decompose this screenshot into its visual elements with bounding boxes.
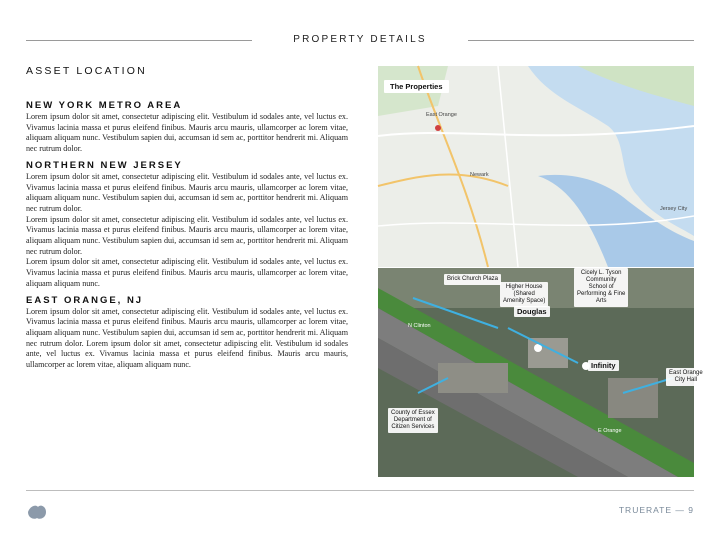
street-label-n-clinton: N Clinton xyxy=(408,323,431,329)
street-map-graphic xyxy=(378,66,694,267)
block-heading: NORTHERN NEW JERSEY xyxy=(26,159,183,171)
street-label-e-orange: E Orange xyxy=(598,428,622,434)
block-east-orange xyxy=(26,295,348,371)
callout-cicely-tyson-school: Cicely L. Tyson Community School of Performing & Fine Arts xyxy=(574,268,628,307)
text-column xyxy=(26,100,348,371)
footer-page-label: TRUERATE — 9 xyxy=(618,505,694,515)
callout-east-orange-city-hall: East Orange City Hall xyxy=(666,368,706,386)
paragraph: Lorem ipsum dolor sit amet, consectetur adipiscing elit. Vestibulum id sodales ante, vel luctus ex. Vivamus lacinia massa et purus eleifend finibus. Mauris arcu mauris, ullamcorper ac lorem vitae, aliquam aliquam nunc. Vestibulum sapien dui, accumsan id sem ac, porttitor hendrerit mi. Aliquam nec rutrum dolor. xyxy=(26,171,348,213)
brand-logo-icon xyxy=(26,500,48,522)
map-label-east-orange: East Orange xyxy=(426,112,457,118)
header-rule-right xyxy=(468,40,694,41)
map-label-jersey-city: Jersey City xyxy=(660,206,688,212)
section-label: ASSET LOCATION xyxy=(26,65,147,77)
footer-rule xyxy=(26,490,694,491)
map-label-newark: Newark xyxy=(470,172,489,178)
block-heading: EAST ORANGE, NJ xyxy=(26,294,144,306)
block-ny-metro xyxy=(26,100,348,155)
callout-county-essex: County of Essex Department of Citizen Services xyxy=(388,408,438,433)
page-title: PROPERTY DETAILS xyxy=(293,34,427,45)
block-northern-nj xyxy=(26,160,348,290)
paragraph: Lorem ipsum dolor sit amet, consectetur adipiscing elit. Vestibulum id sodales ante, vel luctus ex. Vivamus lacinia massa et purus eleifend finibus. Mauris arcu mauris, ullamcorper ac lorem vitae, aliquam aliquam nunc. Vestibulum sapien dui, accumsan id sem ac, porttitor hendrerit mi. Aliquam nec rutrum dolor. xyxy=(26,112,348,154)
paragraph: Lorem ipsum dolor sit amet, consectetur adipiscing elit. Vestibulum id sodales ante, vel luctus ex. Vivamus lacinia massa et purus eleifend finibus. Mauris arcu mauris, ullamcorper ac lorem vitae, aliquam aliquam nunc. Vestibulum sapien dui, accumsan id sem ac, porttitor hendrerit mi. Aliquam nec rutrum dolor. Lorem ipsum dolor sit amet, consectetur adipiscing elit. Vestibulum id sodales ante, vel luctus ex. Vivamus lacinia massa et purus eleifend finibus. Mauris arcu mauris, ullamcorper ac lorem vitae, aliquam aliquam nunc. xyxy=(26,306,348,370)
callout-higher-house: Higher House (Shared Amenity Space) xyxy=(500,282,548,307)
aerial-photo xyxy=(378,268,703,477)
block-heading: NEW YORK METRO AREA xyxy=(26,100,183,111)
paragraph: Lorem ipsum dolor sit amet, consectetur adipiscing elit. Vestibulum id sodales ante, vel luctus ex. Vivamus lacinia massa et purus eleifend finibus. Mauris arcu mauris, ullamcorper ac lorem vitae, aliquam aliquam nunc. Vestibulum sapien dui, accumsan id sem ac, porttitor hendrerit mi. Aliquam nec rutrum dolor. xyxy=(26,214,348,256)
callout-infinity: Infinity xyxy=(588,360,619,371)
callout-douglas: Douglas xyxy=(514,306,550,317)
header-rule-left xyxy=(26,40,252,41)
paragraph: Lorem ipsum dolor sit amet, consectetur adipiscing elit. Vestibulum id sodales ante, vel luctus ex. Vivamus lacinia massa et purus eleifend finibus. Mauris arcu mauris, ullamcorper ac lorem vitae, aliquam aliquam nunc. xyxy=(26,257,348,288)
callout-brick-church-plaza: Brick Church Plaza xyxy=(444,274,501,285)
street-map xyxy=(378,66,694,267)
map-title: The Properties xyxy=(384,80,449,93)
